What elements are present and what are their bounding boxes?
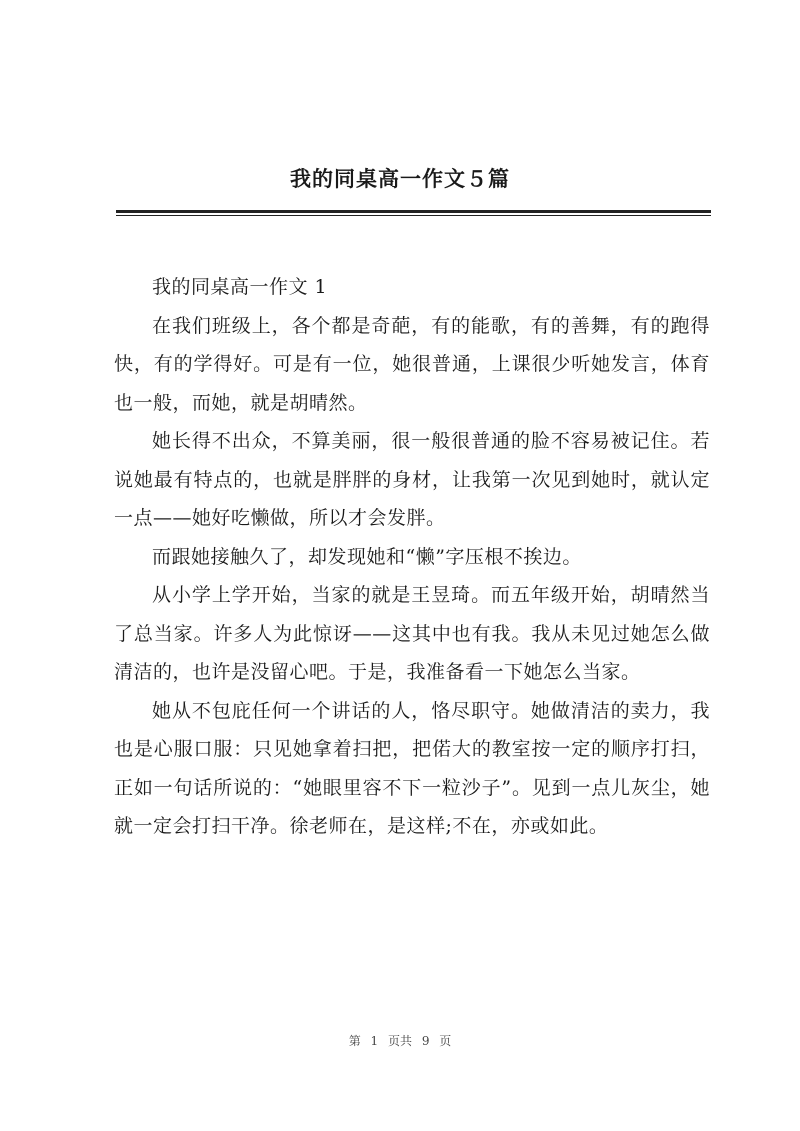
paragraph: 她从不包庇任何一个讲话的人，恪尽职守。她做清洁的卖力，我也是心服口服：只见她拿着扫把，把偌大的教室按一定的顺序打扫，正如一句话所说的：“她眼里容不下一粒沙子”。见到一点儿灰尘，她就一定会打扫干净。徐老师在，是这样;不在，亦或如此。 bbox=[114, 699, 710, 837]
title-divider-thin bbox=[116, 215, 711, 216]
paragraph: 从小学上学开始，当家的就是王昱琦。而五年级开始，胡晴然当了总当家。许多人为此惊讶——这其中也有我。我从未见过她怎么做清洁的，也许是没留心吧。于是，我准备看一下她怎么当家。 bbox=[114, 584, 710, 683]
paragraph: 而跟她接触久了，却发现她和“懒”字压根不挨边。 bbox=[152, 545, 582, 568]
document-body bbox=[114, 268, 710, 846]
section-heading: 我的同桌高一作文 1 bbox=[152, 276, 328, 298]
page-number-footer: 第 1 页共 9 页 bbox=[348, 1034, 452, 1048]
title-divider bbox=[116, 210, 711, 213]
document-title: 我的同桌高一作文５篇 bbox=[290, 166, 510, 191]
paragraph: 她长得不出众，不算美丽，很一般很普通的脸不容易被记住。若说她最有特点的，也就是胖胖的身材，让我第一次见到她时，就认定一点——她好吃懒做，所以才会发胖。 bbox=[114, 430, 710, 529]
paragraph: 在我们班级上，各个都是奇葩，有的能歌，有的善舞，有的跑得快，有的学得好。可是有一位，她很普通，上课很少听她发言，体育也一般，而她，就是胡晴然。 bbox=[114, 314, 710, 414]
